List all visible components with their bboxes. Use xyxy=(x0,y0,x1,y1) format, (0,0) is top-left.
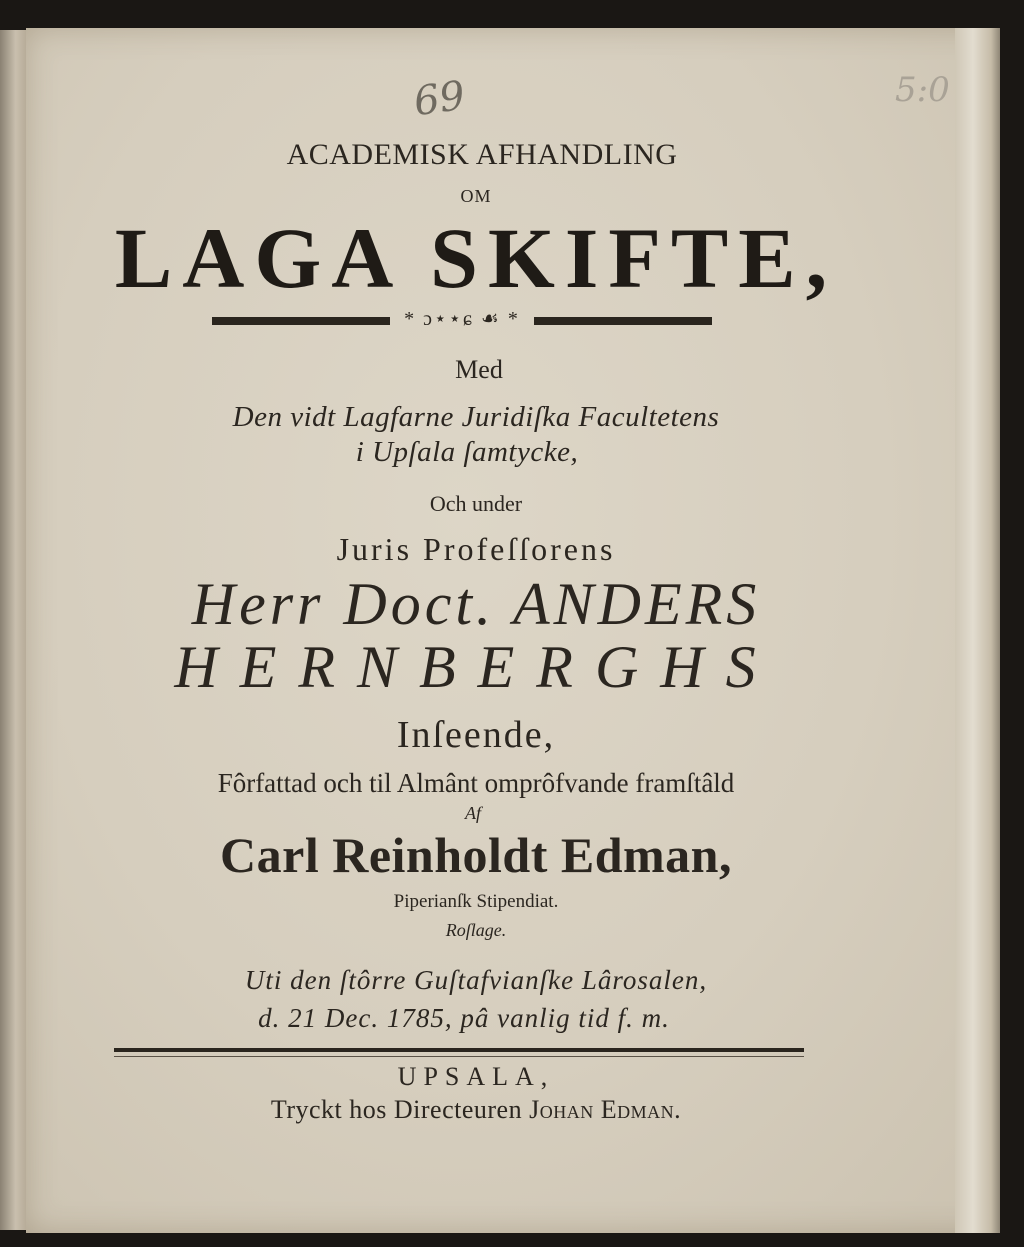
ornament-bar-left xyxy=(212,317,390,325)
heading-academisk-afhandling: ACADEMISK AFHANDLING xyxy=(286,138,678,171)
imprint-rule-thin xyxy=(114,1056,804,1057)
handwritten-folio-number: 69 xyxy=(411,72,468,126)
venue-line-1: Uti den ſtôrre Guſtafvianſke Lârosalen, xyxy=(244,965,708,995)
page-edge-right xyxy=(895,28,1000,1233)
juris-professorens-line: Juris Profeſſorens xyxy=(336,531,616,567)
faculty-line-2: i Upſala ſamtycke, xyxy=(355,436,579,468)
ornament-glyphs: * ɔ⋆⋆ɕ ☙ * xyxy=(404,308,520,330)
med-line: Med xyxy=(455,355,503,384)
af-line: Af xyxy=(465,803,481,823)
printer-name: Johan Edman. xyxy=(529,1095,682,1124)
printer-prefix: Tryckt hos Directeuren xyxy=(270,1095,523,1124)
adjacent-page-edge xyxy=(0,30,26,1230)
imprint-rule-thick xyxy=(114,1048,804,1052)
imprint-city: UPSALA, xyxy=(397,1062,555,1091)
author-name: Carl Reinholdt Edman, xyxy=(220,827,732,883)
title-ornament-rule xyxy=(212,308,712,330)
title-page xyxy=(26,28,998,1233)
venue-date-line: d. 21 Dec. 1785, pâ vanlig tid f. m. xyxy=(258,1003,670,1033)
faint-right-folio-mark: 5:0 xyxy=(895,70,950,110)
roslage-line: Roſlage. xyxy=(445,920,507,940)
faculty-line-1: Den vidt Lagfarne Juridiſka Facultetens xyxy=(232,401,720,433)
inseende-line: Inſeende, xyxy=(396,714,556,756)
och-under-line: Och under xyxy=(429,491,523,516)
ornament-bar-right xyxy=(534,317,712,325)
forfattad-line: Fôrfattad och til Almânt omprôfvande framſtâld xyxy=(217,768,735,798)
heading-om: OM xyxy=(460,186,492,206)
main-title: LAGA SKIFTE, xyxy=(114,210,838,306)
presider-name-line: Herr Doct. ANDERS xyxy=(191,571,761,637)
presider-surname: HERNBERGHS xyxy=(174,634,778,700)
imprint-printer xyxy=(26,1095,926,1125)
stipendiat-line: Piperianſk Stipendiat. xyxy=(393,891,559,912)
